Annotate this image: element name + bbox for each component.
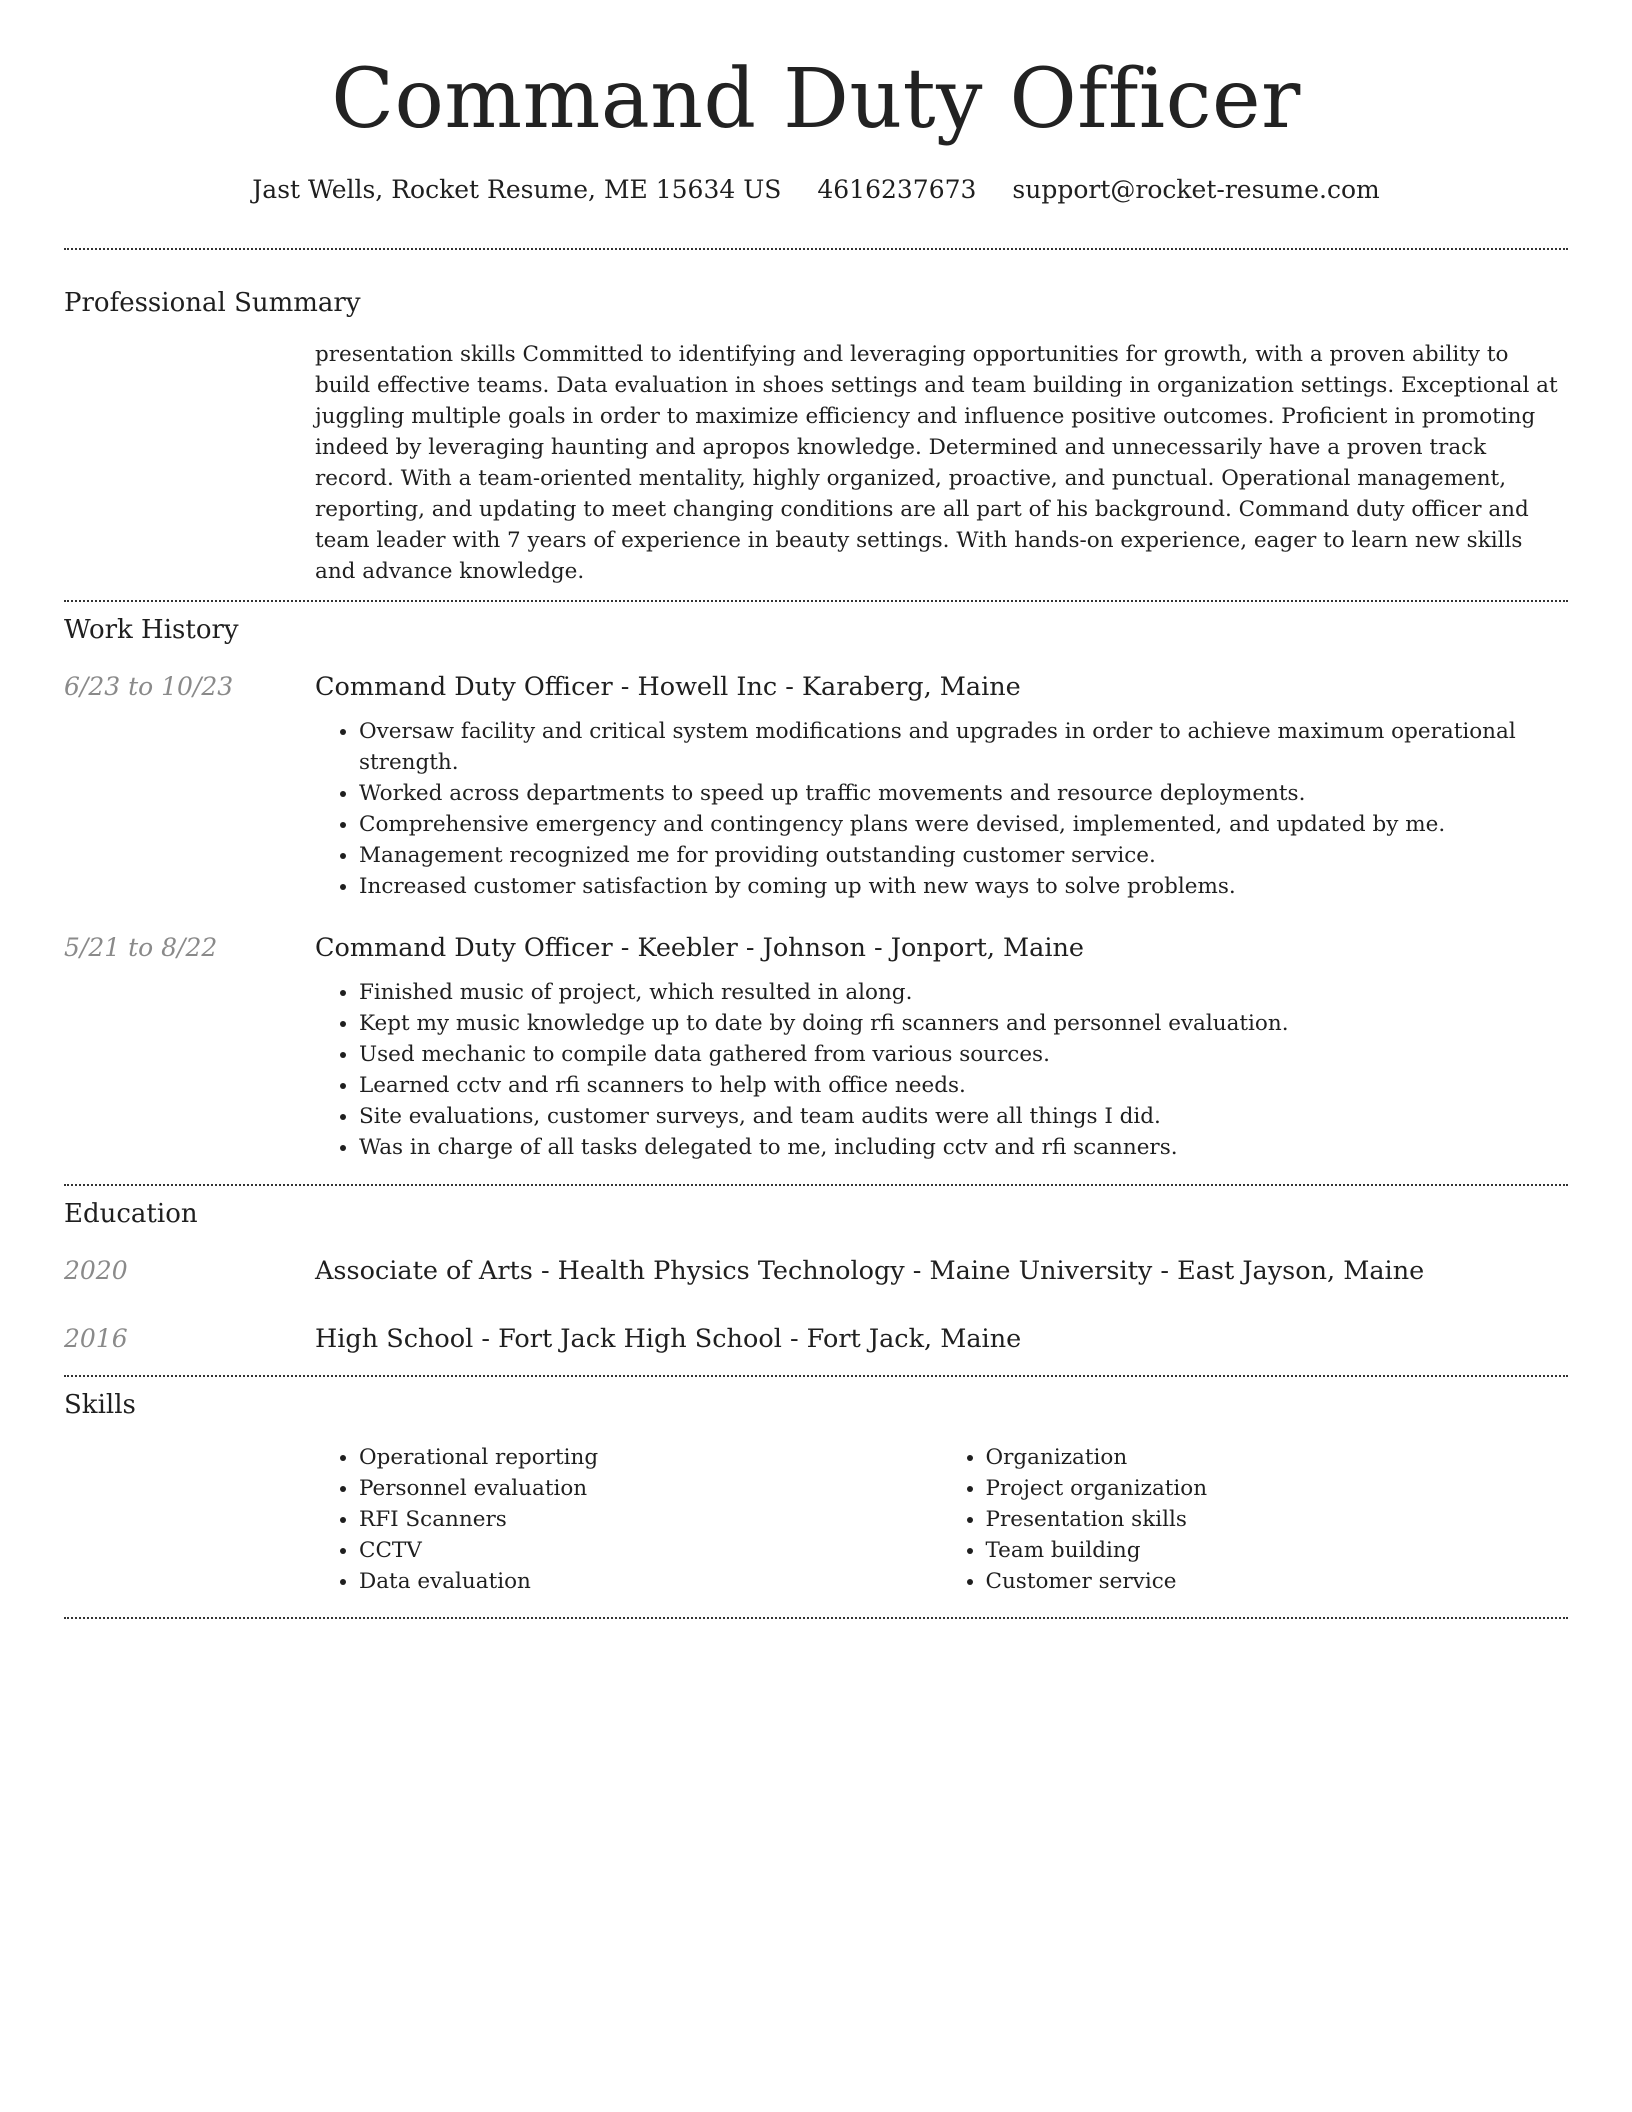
job-heading: Command Duty Officer - Keebler - Johnson - Jonport, Maine	[315, 933, 1085, 963]
contact-email: support@rocket-resume.com	[1012, 175, 1380, 204]
contact-address: Jast Wells, Rocket Resume, ME 15634 US	[252, 175, 782, 204]
skill-item: • Personnel evaluation	[359, 1473, 942, 1504]
job-dates: 5/21 to 8/22	[64, 933, 218, 962]
education-entry	[64, 1322, 1568, 1356]
section-title-education: Education	[64, 1199, 198, 1229]
summary-text: presentation skills Committed to identifying and leveraging opportunities for growth, with a proven ability to build effective teams. Data evaluation in shoes settings and team building in organization settings. Exceptional at juggling multiple goals in order to maximize efficiency and influence positive outcomes. Proficient in promoting indeed by leveraging haunting and apropos knowledge. Determined and unnecessarily have a proven track record. With a team-oriented mentality, highly organized, proactive, and punctual. Operational management, reporting, and updating to meet changing conditions are all part of his background. Command duty officer and team leader with 7 years of experience in beauty settings. With hands-on experience, eager to learn new skills and advance knowledge.	[315, 342, 1558, 584]
job-bullet: • Comprehensive emergency and contingency plans were devised, implemented, and updated by me.	[359, 809, 1568, 840]
job-bullet: • Used mechanic to compile data gathered from various sources.	[359, 1039, 1568, 1070]
candidate-name: Command Duty Officer	[331, 52, 1301, 147]
skill-item: • Presentation skills	[986, 1504, 1569, 1535]
job-dates: 6/23 to 10/23	[64, 672, 234, 701]
divider	[64, 600, 1568, 602]
job-bullet: • Finished music of project, which resulted in along.	[359, 977, 1568, 1008]
job-bullet: • Kept my music knowledge up to date by doing rfi scanners and personnel evaluation.	[359, 1008, 1568, 1039]
education-year: 2016	[64, 1324, 128, 1353]
job-entry	[64, 670, 1568, 902]
skill-item: • Data evaluation	[359, 1566, 942, 1597]
skills-column-right	[942, 1442, 1569, 1597]
job-bullet: • Site evaluations, customer surveys, and team audits were all things I did.	[359, 1101, 1568, 1132]
job-entry	[64, 931, 1568, 1163]
education-year: 2020	[64, 1256, 128, 1285]
education-heading: Associate of Arts - Health Physics Technology - Maine University - East Jayson, Maine	[315, 1256, 1425, 1286]
contact-line	[64, 174, 1568, 206]
education-heading: High School - Fort Jack High School - Fort Jack, Maine	[315, 1324, 1022, 1354]
job-bullet: • Worked across departments to speed up traffic movements and resource deployments.	[359, 778, 1568, 809]
divider	[64, 1617, 1568, 1619]
skill-item: • CCTV	[359, 1535, 942, 1566]
section-title-summary: Professional Summary	[64, 288, 361, 318]
job-bullets	[315, 977, 1568, 1163]
skill-item: • Operational reporting	[359, 1442, 942, 1473]
job-bullet: • Oversaw facility and critical system modifications and upgrades in order to achieve maximum operational strength.	[359, 716, 1568, 778]
divider	[64, 1184, 1568, 1186]
job-bullets	[315, 716, 1568, 902]
skill-item: • Organization	[986, 1442, 1569, 1473]
job-bullet: • Was in charge of all tasks delegated to me, including cctv and rfi scanners.	[359, 1132, 1568, 1163]
job-bullet: • Learned cctv and rfi scanners to help with office needs.	[359, 1070, 1568, 1101]
skill-item: • Customer service	[986, 1566, 1569, 1597]
skill-item: • RFI Scanners	[359, 1504, 942, 1535]
job-bullet: • Increased customer satisfaction by coming up with new ways to solve problems.	[359, 871, 1568, 902]
divider	[64, 1375, 1568, 1377]
skills-list	[315, 1442, 1568, 1597]
section-title-work-history: Work History	[64, 615, 239, 645]
divider	[64, 248, 1568, 250]
skill-item: • Project organization	[986, 1473, 1569, 1504]
section-title-skills: Skills	[64, 1390, 136, 1420]
skills-column-left	[315, 1442, 942, 1597]
job-heading: Command Duty Officer - Howell Inc - Karaberg, Maine	[315, 672, 1021, 702]
job-bullet: • Management recognized me for providing outstanding customer service.	[359, 840, 1568, 871]
contact-phone: 4616237673	[817, 175, 977, 204]
education-entry	[64, 1254, 1568, 1288]
resume-page	[64, 0, 1568, 1619]
skill-item: • Team building	[986, 1535, 1569, 1566]
